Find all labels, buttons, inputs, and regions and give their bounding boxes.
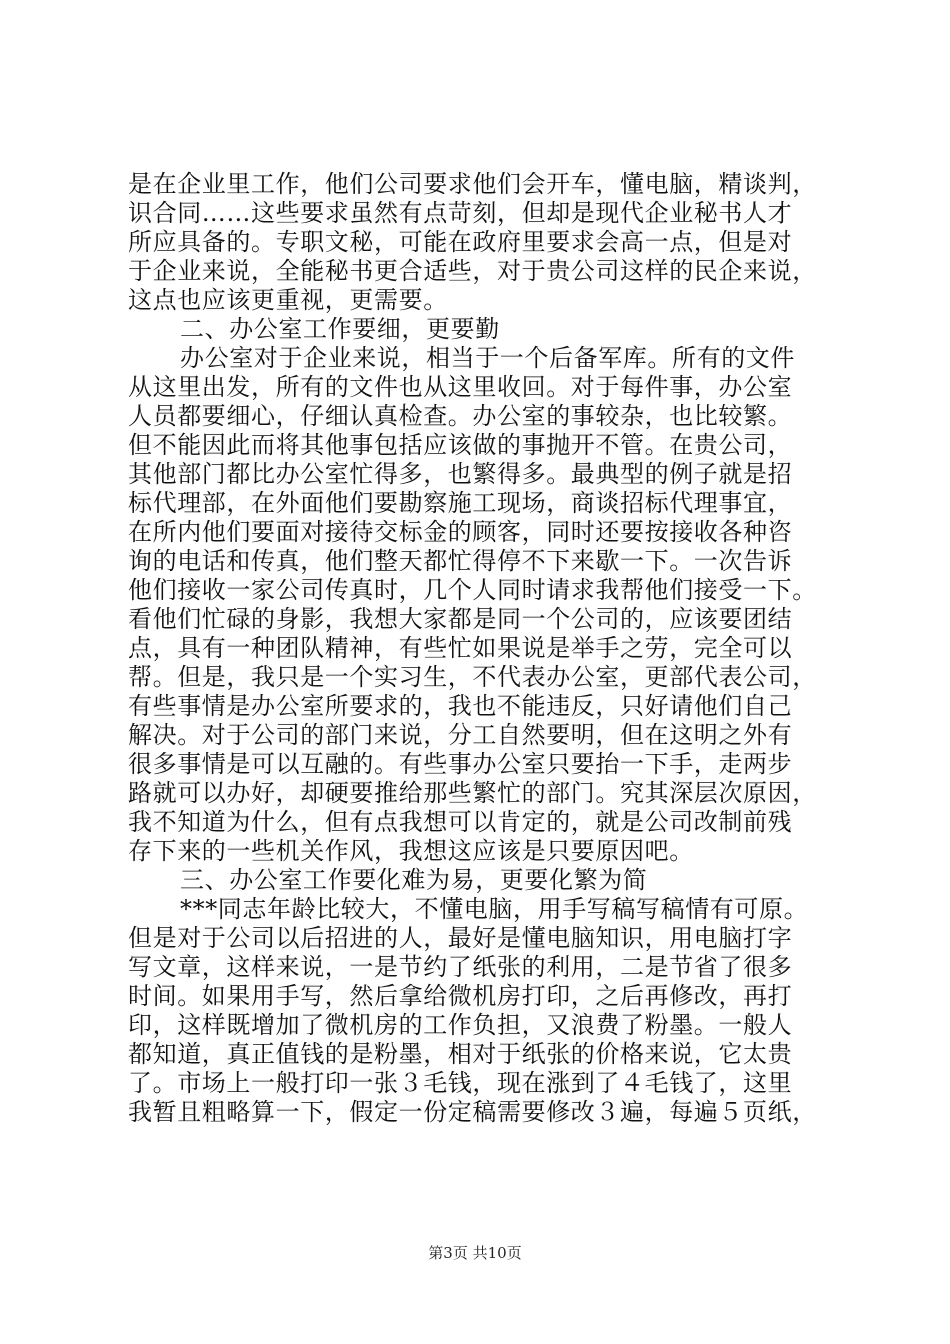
- text-line: 都知道，真正值钱的是粉墨，相对于纸张的价格来说，它太贵: [128, 1040, 793, 1068]
- text-line: ***同志年龄比较大，不懂电脑，用手写稿写稿情有可原。: [180, 895, 809, 923]
- text-line: 二、办公室工作要细，更要勤: [180, 315, 500, 343]
- text-line: 是在企业里工作，他们公司要求他们会开车，懂电脑，精谈判，: [128, 170, 817, 198]
- page-footer: 第3页 共10页: [428, 1244, 522, 1262]
- text-line: 人员都要细心，仔细认真检查。办公室的事较杂，也比较繁。: [128, 402, 793, 430]
- text-line: 看他们忙碌的身影，我想大家都是同一个公司的，应该要团结: [128, 605, 793, 633]
- text-line: 三、办公室工作要化难为易，更要化繁为简: [180, 866, 648, 894]
- text-line: 时间。如果用手写，然后拿给微机房打印，之后再修改，再打: [128, 982, 793, 1010]
- text-line: 我不知道为什么，但有点我想可以肯定的，就是公司改制前残: [128, 808, 793, 836]
- text-line: 有些事情是办公室所要求的，我也不能违反，只好请他们自己: [128, 692, 793, 720]
- text-line: 于企业来说，全能秘书更合适些，对于贵公司这样的民企来说，: [128, 257, 817, 285]
- text-line: 这点也应该更重视，更需要。: [128, 286, 448, 314]
- text-line: 标代理部，在外面他们要勘察施工现场，商谈招标代理事宜，: [128, 489, 793, 517]
- text-line: 我暂且粗略算一下，假定一份定稿需要修改３遍，每遍５页纸，: [128, 1098, 817, 1126]
- text-line: 但是对于公司以后招进的人，最好是懂电脑知识，用电脑打字: [128, 924, 793, 952]
- text-line: 识合同……这些要求虽然有点苛刻，但却是现代企业秘书人才: [128, 199, 793, 227]
- text-line: 从这里出发，所有的文件也从这里收回。对于每件事，办公室: [128, 373, 793, 401]
- text-line: 了。市场上一般打印一张３毛钱，现在涨到了４毛钱了，这里: [128, 1069, 793, 1097]
- text-line: 其他部门都比办公室忙得多，也繁得多。最典型的例子就是招: [128, 460, 793, 488]
- text-line: 路就可以办好，却硬要推给那些繁忙的部门。究其深层次原因，: [128, 779, 817, 807]
- text-line: 帮。但是，我只是一个实习生，不代表办公室，更部代表公司，: [128, 663, 817, 691]
- text-line: 他们接收一家公司传真时，几个人同时请求我帮他们接受一下。: [128, 576, 817, 604]
- text-line: 解决。对于公司的部门来说，分工自然要明，但在这明之外有: [128, 721, 793, 749]
- text-line: 写文章，这样来说，一是节约了纸张的利用，二是节省了很多: [128, 953, 793, 981]
- text-line: 询的电话和传真，他们整天都忙得停不下来歇一下。一次告诉: [128, 547, 793, 575]
- text-line: 很多事情是可以互融的。有些事办公室只要抬一下手，走两步: [128, 750, 793, 778]
- text-line: 所应具备的。专职文秘，可能在政府里要求会高一点，但是对: [128, 228, 793, 256]
- text-line: 印，这样既增加了微机房的工作负担，又浪费了粉墨。一般人: [128, 1011, 793, 1039]
- text-line: 办公室对于企业来说，相当于一个后备军库。所有的文件: [180, 344, 795, 372]
- document-body: [128, 170, 832, 1127]
- text-line: 在所内他们要面对接待交标金的顾客，同时还要按接收各种咨: [128, 518, 793, 546]
- text-line: 点，具有一种团队精神，有些忙如果说是举手之劳，完全可以: [128, 634, 793, 662]
- text-line: 但不能因此而将其他事包括应该做的事抛开不管。在贵公司，: [128, 431, 793, 459]
- text-line: 存下来的一些机关作风，我想这应该是只要原因吧。: [128, 837, 694, 865]
